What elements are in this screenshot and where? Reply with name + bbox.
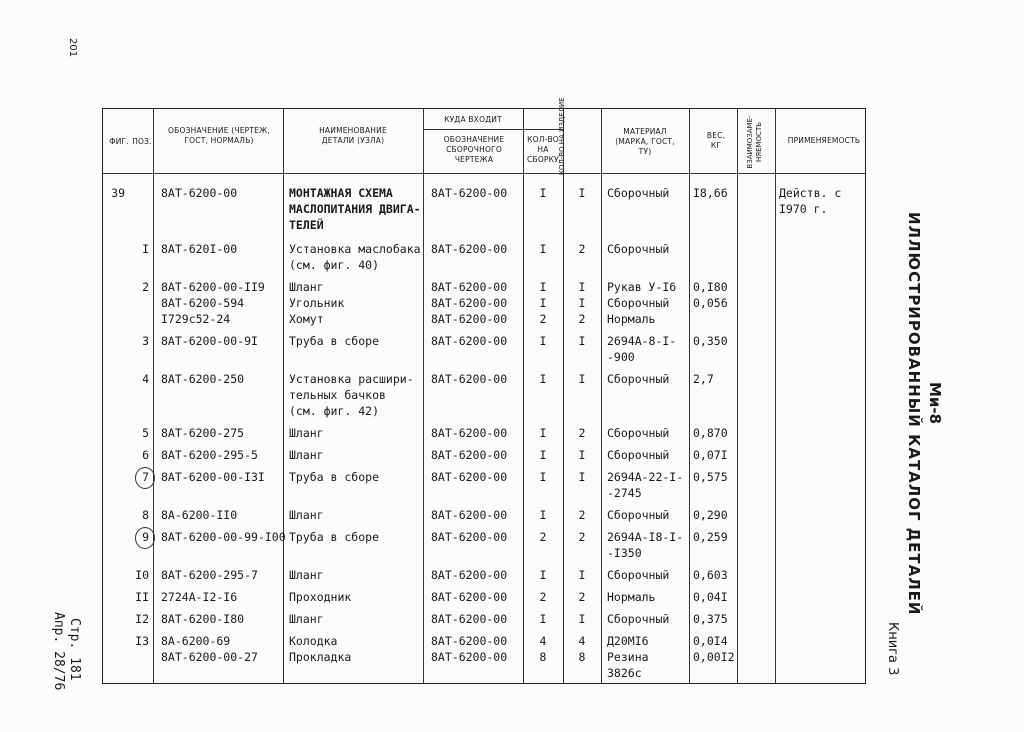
cell-pos: II [135,590,149,604]
cell-name: Труба в сборе [289,334,380,348]
cell-qp: 2 [578,242,586,256]
cell-name: ТЕЛЕЙ [289,218,324,232]
cell-qp: 2 [578,508,586,522]
cell-app: I970 г. [779,202,828,216]
cell-pos: 2 [142,280,149,294]
cell-pos: 8 [142,508,149,522]
cell-qp: I [578,296,586,310]
cell-qa: I [539,242,547,256]
cell-qa: I [539,296,547,310]
header-qty-assembly: КОЛ-ВО НА СБОРКУ [527,135,559,164]
cell-mat: -2745 [607,486,642,500]
cell-des: 8АТ-6200-00 [161,186,238,200]
cell-des: 8А-6200-II0 [161,508,238,522]
cell-des: 8АТ-6200-00-99-I00 [161,530,286,544]
cell-mat: Сборочный [607,448,670,462]
cell-name: Прокладка [289,650,352,664]
cell-qa: I [539,186,547,200]
page-number-top: 201 [67,38,78,58]
cell-asm: 8АТ-6200-00 [431,372,508,386]
cell-qa: I [539,470,547,484]
cell-asm: 8АТ-6200-00 [431,470,508,484]
cell-qa: 4 [539,634,547,648]
cell-qp: 8 [578,650,586,664]
cell-name: Труба в сборе [289,530,380,544]
cell-wt: 0,00I2 [693,650,735,664]
cell-asm: 8АТ-6200-00 [431,186,508,200]
cell-wt: I8,66 [693,186,728,200]
cell-des: 8АТ-6200-00-9I [161,334,258,348]
cell-des: I729с52-24 [161,312,231,326]
cell-wt: 0,07I [693,448,728,462]
cell-mat: Нормаль [607,590,656,604]
cell-asm: 8АТ-6200-00 [431,426,508,440]
cell-name: Шланг [289,508,324,522]
cell-asm: 8АТ-6200-00 [431,448,508,462]
cell-mat: Сборочный [607,508,670,522]
cell-qp: I [578,448,586,462]
cell-mat: 2694А-8-I- [607,334,677,348]
cell-qa: I [539,372,547,386]
cell-des: 8АТ-6200-I80 [161,612,245,626]
cell-des: 8АТ-6200-250 [161,372,245,386]
cell-wt: 0,I80 [693,280,728,294]
cell-name: Труба в сборе [289,470,380,484]
cell-asm: 8АТ-6200-00 [431,296,508,310]
cell-asm: 8АТ-6200-00 [431,312,508,326]
cell-asm: 8АТ-6200-00 [431,634,508,648]
cell-qp: I [578,334,586,348]
cell-mat: -I350 [607,546,642,560]
cell-pos: 7 [142,470,149,484]
cell-name: (см. фиг. 42) [289,404,380,418]
cell-mat: Сборочный [607,296,670,310]
cell-qp: 2 [578,426,586,440]
cell-wt: 2,7 [693,372,714,386]
cell-mat: -900 [607,350,635,364]
cell-mat: Резина [607,650,649,664]
cell-app: Действ. с [779,186,842,200]
cell-pos: I [142,242,149,256]
book-number: Книга 3 [885,622,900,676]
cell-qa: I [539,508,547,522]
cell-name: Хомут [289,312,324,326]
cell-des: 8АТ-620I-00 [161,242,238,256]
cell-name: Шланг [289,612,324,626]
cell-wt: 0,575 [693,470,728,484]
parts-table [102,97,866,684]
cell-pos: I2 [135,612,149,626]
cell-qa: 8 [539,650,547,664]
cell-name: (см. фиг. 40) [289,258,380,272]
header-where-used: КУДА ВХОДИТ [444,115,502,124]
cell-wt: 0,375 [693,612,728,626]
cell-pos: 3 [142,334,149,348]
cell-asm: 8АТ-6200-00 [431,568,508,582]
cell-qp: 2 [578,530,586,544]
cell-asm: 8АТ-6200-00 [431,280,508,294]
cell-qa: 2 [539,590,547,604]
cell-wt: 0,056 [693,296,728,310]
cell-asm: 8АТ-6200-00 [431,612,508,626]
header-weight: ВЕС, КГ [706,131,726,150]
cell-qp: 4 [578,634,586,648]
revision-date: Апр. 28/76 [51,612,66,691]
cell-qa: I [539,448,547,462]
cell-asm: 8АТ-6200-00 [431,508,508,522]
cell-mat: Сборочный [607,372,670,386]
cell-pos: 9 [142,530,149,544]
cell-des: 8АТ-6200-295-7 [161,568,258,582]
header-pos: ПОЗ. [132,137,152,146]
cell-name: Установка расшири- [289,372,414,386]
cell-qa: I [539,568,547,582]
cell-name: тельных бачков [289,388,386,402]
cell-pos: I0 [135,568,149,582]
cell-name: МОНТАЖНАЯ СХЕМА [289,186,393,200]
cell-mat: Нормаль [607,312,656,326]
cell-qa: 2 [539,312,547,326]
header-interchangeability: ВЗАИМОЗАМЕ-НЯЕМОСТЬ [746,115,763,169]
cell-qa: 2 [539,530,547,544]
cell-mat: Д20МI6 [607,634,649,648]
cell-mat: Сборочный [607,426,670,440]
cell-name: Колодка [289,634,338,648]
cell-qp: I [578,186,586,200]
cell-mat: 3826с [607,666,642,680]
header-designation: ОБОЗНАЧЕНИЕ (ЧЕРТЕЖ, ГОСТ, НОРМАЛЬ) [168,126,270,145]
cell-wt: 0,259 [693,530,728,544]
cell-name: Шланг [289,280,324,294]
cell-fig: 39 [111,186,125,200]
cell-qp: I [578,612,586,626]
cell-name: Установка маслобака [289,242,421,256]
cell-asm: 8АТ-6200-00 [431,650,508,664]
cell-mat: Рукав У-I6 [607,280,677,294]
cell-qp: I [578,568,586,582]
cell-name: Шланг [289,426,324,440]
cell-qp: I [578,280,586,294]
cell-pos: 4 [142,372,149,386]
cell-qp: 2 [578,590,586,604]
page-ref: Стр. 181 [67,618,82,681]
cell-qp: I [578,372,586,386]
cell-mat: 2694А-I8-I- [607,530,684,544]
cell-asm: 8АТ-6200-00 [431,334,508,348]
catalog-title: ИЛЛЮСТРИРОВАННЫЙ КАТАЛОГ ДЕТАЛЕЙ [905,212,923,616]
cell-pos: I3 [135,634,149,648]
cell-qa: I [539,334,547,348]
cell-wt: 0,0I4 [693,634,728,648]
cell-qp: 2 [578,312,586,326]
cell-des: 8АТ-6200-00-II9 [161,280,265,294]
cell-qp: I [578,470,586,484]
cell-mat: 2694А-22-I- [607,470,684,484]
cell-mat: Сборочный [607,612,670,626]
cell-name: Шланг [289,448,324,462]
cell-wt: 0,603 [693,568,728,582]
cell-asm: 8АТ-6200-00 [431,242,508,256]
cell-des: 8АТ-6200-00-27 [161,650,258,664]
cell-des: 2724А-I2-I6 [161,590,238,604]
cell-name: МАСЛОПИТАНИЯ ДВИГА- [289,202,421,216]
cell-pos: 5 [142,426,149,440]
cell-qa: I [539,612,547,626]
cell-pos: 6 [142,448,149,462]
cell-des: 8АТ-6200-594 [161,296,245,310]
cell-des: 8АТ-6200-295-5 [161,448,258,462]
cell-qa: I [539,280,547,294]
header-assembly-designation: ОБОЗНАЧЕНИЕ СБОРОЧНОГО ЧЕРТЕЖА [443,135,505,164]
position-circle-mark [135,467,155,489]
position-circle-mark [135,527,155,549]
header-applicability: ПРИМЕНЯЕМОСТЬ [787,136,861,145]
cell-asm: 8АТ-6200-00 [431,530,508,544]
header-name: НАИМЕНОВАНИЕ ДЕТАЛИ (УЗЛА) [319,126,387,145]
header-qty-product: КОЛ-ВО НА ИЗДЕЛИЕ [558,97,566,175]
cell-name: Угольник [289,296,345,310]
cell-qa: I [539,426,547,440]
cell-asm: 8АТ-6200-00 [431,590,508,604]
cell-wt: 0,04I [693,590,728,604]
cell-wt: 0,290 [693,508,728,522]
cell-name: Шланг [289,568,324,582]
cell-des: 8АТ-6200-00-I3I [161,470,265,484]
model-title: Ми-8 [926,382,944,425]
cell-mat: Сборочный [607,186,670,200]
cell-name: Проходник [289,590,352,604]
header-material: МАТЕРИАЛ (МАРКА, ГОСТ, ТУ) [615,127,675,156]
cell-mat: Сборочный [607,242,670,256]
cell-des: 8АТ-6200-275 [161,426,245,440]
cell-wt: 0,870 [693,426,728,440]
cell-wt: 0,350 [693,334,728,348]
cell-mat: Сборочный [607,568,670,582]
cell-des: 8А-6200-69 [161,634,231,648]
header-fig: ФИГ. [109,137,129,146]
